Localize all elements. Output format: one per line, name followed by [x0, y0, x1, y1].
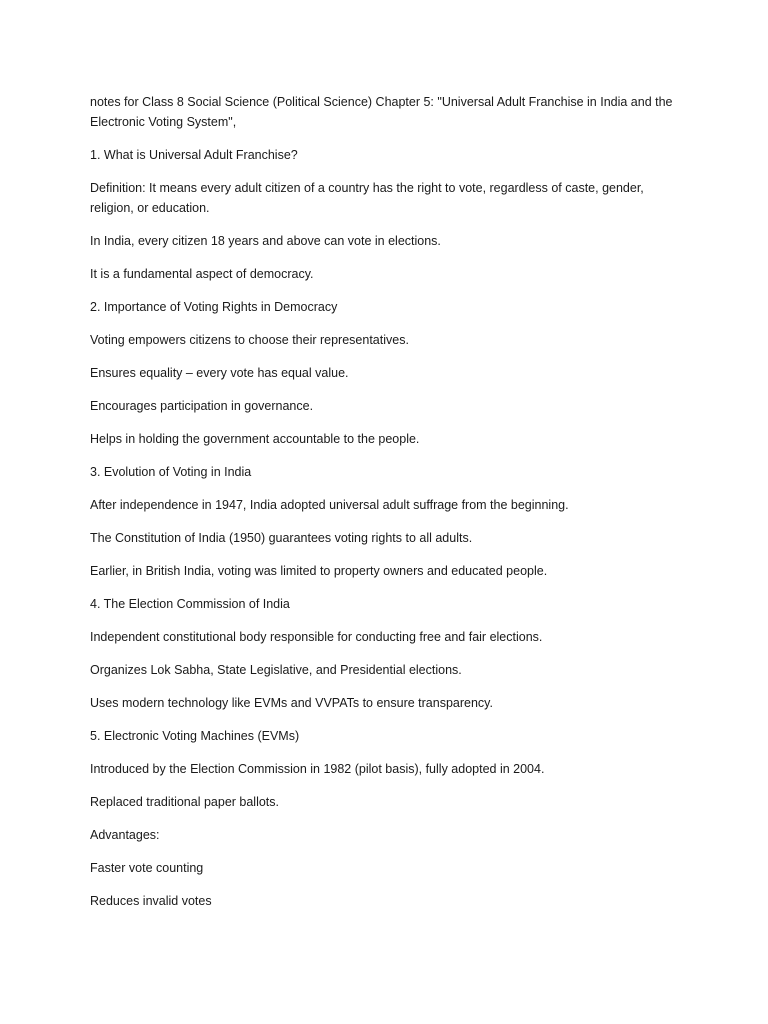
paragraph-constitution: The Constitution of India (1950) guarantees voting rights to all adults. [90, 531, 473, 545]
paragraph-fundamental-aspect: It is a fundamental aspect of democracy. [90, 267, 314, 281]
paragraph-ensures-equality: Ensures equality – every vote has equal value. [90, 366, 349, 380]
paragraph-government-accountable: Helps in holding the government accountable to the people. [90, 432, 420, 446]
paragraph-modern-technology: Uses modern technology like EVMs and VVPATs to ensure transparency. [90, 696, 493, 710]
intro-paragraph: notes for Class 8 Social Science (Political Science) Chapter 5: "Universal Adult Franchise in India and the Electronic Voting System", [90, 95, 673, 129]
paragraph-replaced-ballots: Replaced traditional paper ballots. [90, 795, 280, 809]
paragraph-organizes-elections: Organizes Lok Sabha, State Legislative, and Presidential elections. [90, 663, 462, 677]
paragraph-introduced: Introduced by the Election Commission in 1982 (pilot basis), fully adopted in 2004. [90, 762, 545, 776]
paragraph-voting-age: In India, every citizen 18 years and above can vote in elections. [90, 234, 441, 248]
paragraph-british-india: Earlier, in British India, voting was limited to property owners and educated people. [90, 564, 548, 578]
section-heading-evms: 5. Electronic Voting Machines (EVMs) [90, 729, 300, 743]
section-heading-universal-adult-franchise: 1. What is Universal Adult Franchise? [90, 148, 298, 162]
paragraph-after-independence: After independence in 1947, India adopted universal adult suffrage from the beginning. [90, 498, 569, 512]
paragraph-empowers-citizens: Voting empowers citizens to choose their representatives. [90, 333, 409, 347]
paragraph-independent-body: Independent constitutional body responsible for conducting free and fair elections. [90, 630, 543, 644]
paragraph-encourages-participation: Encourages participation in governance. [90, 399, 314, 413]
paragraph-definition: Definition: It means every adult citizen of a country has the right to vote, regardless of caste, gender, religion, or education. [90, 181, 644, 215]
paragraph-advantages-label: Advantages: [90, 828, 160, 842]
section-heading-importance-of-voting: 2. Importance of Voting Rights in Democracy [90, 300, 338, 314]
section-heading-evolution-of-voting: 3. Evolution of Voting in India [90, 465, 252, 479]
paragraph-faster-counting: Faster vote counting [90, 861, 204, 875]
section-heading-election-commission: 4. The Election Commission of India [90, 597, 290, 611]
document-body [90, 92, 680, 924]
paragraph-reduces-invalid-votes: Reduces invalid votes [90, 894, 212, 908]
